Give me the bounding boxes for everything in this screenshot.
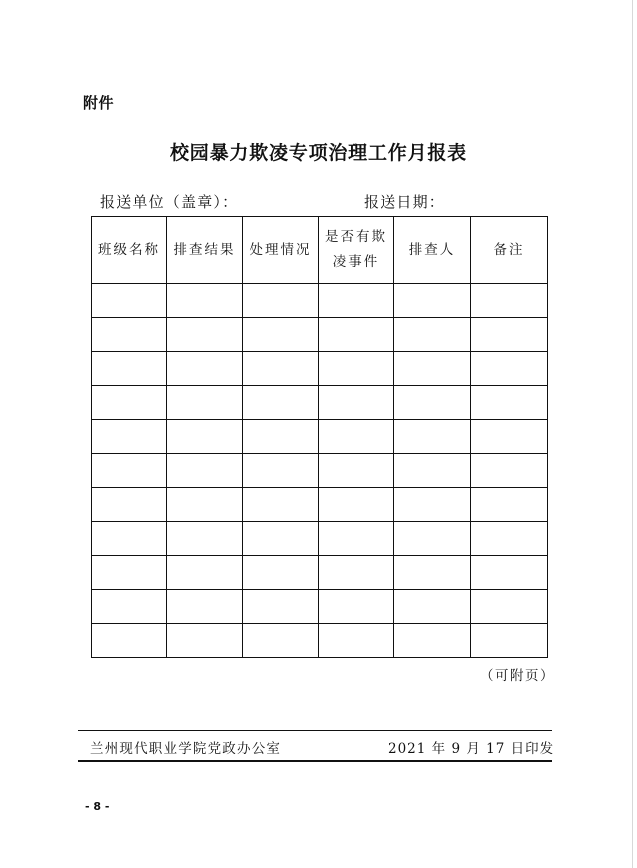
table-cell[interactable] [471, 488, 548, 522]
table-cell[interactable] [471, 386, 548, 420]
table-cell[interactable] [394, 522, 471, 556]
table-cell[interactable] [394, 420, 471, 454]
table-cell[interactable] [167, 318, 243, 352]
table-cell[interactable] [243, 522, 319, 556]
table-cell[interactable] [92, 590, 167, 624]
table-cell[interactable] [167, 284, 243, 318]
table-cell[interactable] [319, 556, 394, 590]
table-cell[interactable] [243, 318, 319, 352]
table-cell[interactable] [243, 454, 319, 488]
table-cell[interactable] [243, 386, 319, 420]
table-cell[interactable] [167, 454, 243, 488]
table-cell[interactable] [92, 522, 167, 556]
table-row [92, 318, 548, 352]
footer-office: 兰州现代职业学院党政办公室 [90, 741, 282, 757]
table-cell[interactable] [471, 420, 548, 454]
table-cell[interactable] [319, 386, 394, 420]
table-row [92, 522, 548, 556]
table-cell[interactable] [167, 488, 243, 522]
table-cell[interactable] [92, 386, 167, 420]
table-cell[interactable] [471, 624, 548, 658]
table-cell[interactable] [394, 488, 471, 522]
table-cell[interactable] [92, 352, 167, 386]
table-cell[interactable] [319, 420, 394, 454]
attachment-label: 附件 [83, 94, 115, 112]
table-cell[interactable] [319, 454, 394, 488]
table-cell[interactable] [319, 284, 394, 318]
table-cell[interactable] [471, 284, 548, 318]
table-cell[interactable] [92, 318, 167, 352]
table-cell[interactable] [471, 590, 548, 624]
table-cell[interactable] [243, 352, 319, 386]
table-cell[interactable] [167, 420, 243, 454]
table-row [92, 488, 548, 522]
supplement-note: （可附页） [480, 668, 555, 684]
header-remarks: 备注 [471, 217, 548, 284]
table-cell[interactable] [243, 488, 319, 522]
header-inspector: 排查人 [394, 217, 471, 284]
table-row [92, 590, 548, 624]
table-row [92, 420, 548, 454]
table-cell[interactable] [92, 284, 167, 318]
table-cell[interactable] [319, 318, 394, 352]
table-cell[interactable] [243, 284, 319, 318]
table-cell[interactable] [319, 352, 394, 386]
document-title: 校园暴力欺凌专项治理工作月报表 [169, 142, 467, 164]
table-cell[interactable] [243, 556, 319, 590]
table-cell[interactable] [167, 624, 243, 658]
table-cell[interactable] [319, 624, 394, 658]
table-cell[interactable] [394, 352, 471, 386]
table-cell[interactable] [92, 624, 167, 658]
footer-top-rule [78, 730, 552, 731]
table-row [92, 352, 548, 386]
table-row [92, 556, 548, 590]
footer-bottom-rule [78, 760, 552, 762]
table-cell[interactable] [394, 556, 471, 590]
table-row [92, 454, 548, 488]
header-handling: 处理情况 [243, 217, 319, 284]
header-bullying-event-text: 是否有欺凌事件 [325, 229, 387, 270]
table-cell[interactable] [319, 522, 394, 556]
table-cell[interactable] [167, 556, 243, 590]
table-row [92, 624, 548, 658]
table-cell[interactable] [471, 352, 548, 386]
table-cell[interactable] [243, 590, 319, 624]
table-row [92, 284, 548, 318]
report-unit-label: 报送单位（盖章）： [100, 193, 239, 211]
table-body [92, 284, 548, 658]
table-cell[interactable] [92, 488, 167, 522]
table-cell[interactable] [319, 590, 394, 624]
table-cell[interactable] [471, 318, 548, 352]
table-cell[interactable] [471, 522, 548, 556]
table-cell[interactable] [167, 352, 243, 386]
table-cell[interactable] [394, 284, 471, 318]
table-cell[interactable] [394, 386, 471, 420]
table-cell[interactable] [394, 624, 471, 658]
table-cell[interactable] [394, 318, 471, 352]
header-class-name: 班级名称 [92, 217, 167, 284]
footer-print-date: 2021 年 9 月 17 日印发 [388, 741, 555, 757]
table-cell[interactable] [92, 420, 167, 454]
table-cell[interactable] [167, 522, 243, 556]
header-bullying-event [319, 217, 394, 284]
table-cell[interactable] [92, 556, 167, 590]
page-edge-line [632, 0, 633, 868]
table-row [92, 386, 548, 420]
table-cell[interactable] [471, 454, 548, 488]
table-cell[interactable] [394, 590, 471, 624]
table-cell[interactable] [167, 590, 243, 624]
table-cell[interactable] [319, 488, 394, 522]
table-cell[interactable] [92, 454, 167, 488]
table-cell[interactable] [243, 624, 319, 658]
page-number: - 8 - [85, 800, 110, 813]
table-cell[interactable] [471, 556, 548, 590]
table-cell[interactable] [243, 420, 319, 454]
header-check-result: 排查结果 [167, 217, 243, 284]
table-header-row [92, 217, 548, 284]
report-table [91, 216, 548, 658]
report-date-label: 报送日期： [364, 193, 446, 211]
table-cell[interactable] [394, 454, 471, 488]
table-cell[interactable] [167, 386, 243, 420]
